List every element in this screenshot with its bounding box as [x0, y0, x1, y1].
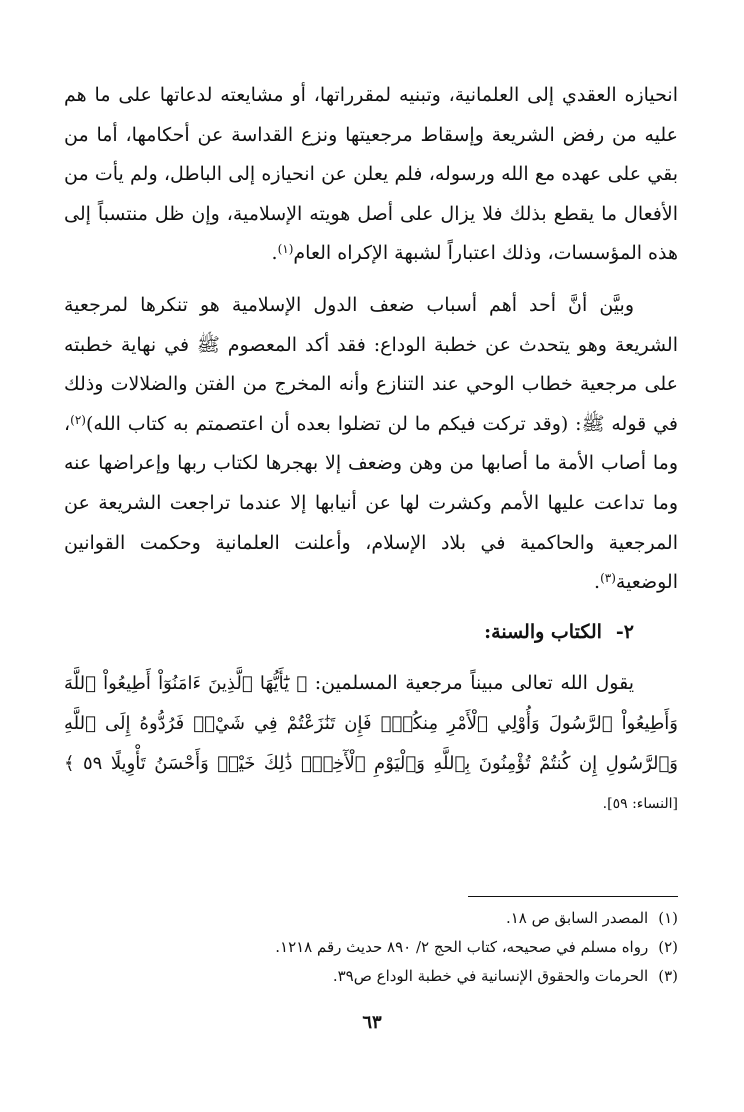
section-heading	[64, 613, 678, 653]
footnote-ref-3: (٣)	[600, 571, 616, 586]
paragraph-1	[64, 76, 678, 274]
quran-source: [النساء: ٥٩].	[602, 796, 678, 813]
paragraph-2-text: وبيَّن أنَّ أحد أهم أسباب ضعف الدول الإسلامية هو تنكرها لمرجعية الشريعة وهو يتحدث عن خطبة الوداع: فقد أكد المعصوم ﷺ في نهاية خطبته على مرجعية خطاب الوحي عند التنازع وأنه المخرج من الفتن والضلالات وذلك في قوله ﷺ: (وقد تركت فيكم ما لن تضلوا بعده أن اعتصمتم به كتاب الله)	[64, 293, 678, 435]
paragraph-1-text: انحيازه العقدي إلى العلمانية، وتبنيه لمقرراتها، أو مشايعته لدعاتها على ما هم عليه من رفض الشريعة وإسقاط مرجعيتها ونزع القداسة عن أحكامها، أما من بقي على عهده مع الله ورسوله، فلم يعلن عن انحيازه إلى الباطل، ولم يأت من الأفعال ما يقطع بذلك فلا يزال على أصل هويته الإسلامية، وإن ظل منتسباً إلى هذه المؤسسات، وذلك اعتباراً لشبهة الإكراه العام	[64, 84, 678, 265]
footnotes	[64, 904, 678, 991]
footnote-number: (٢)	[658, 938, 678, 956]
footnote-text: رواه مسلم في صحيحه، كتاب الحج ٢/ ٨٩٠ حديث رقم ١٢١٨.	[275, 938, 649, 956]
section-number: ٢-	[615, 620, 634, 643]
footnote-1	[64, 904, 678, 933]
footnote-number: (١)	[658, 909, 678, 927]
paragraph-1-end: .	[271, 242, 278, 265]
main-text	[64, 76, 678, 825]
quran-verse: ﴿ يَٰٓأَيُّهَا ٱلَّذِينَ ءَامَنُوٓاْ أَطِيعُواْ ٱللَّهَ وَأَطِيعُواْ ٱلرَّسُولَ وَأُوْلِي ٱلْأَمْرِ مِنكُمْۖ فَإِن تَنَٰزَعْتُمْ فِي شَيْءٖ فَرُدُّوهُ إِلَى ٱللَّهِ وَٱلرَّسُولِ إِن كُنتُمْ تُؤْمِنُونَ بِٱللَّهِ وَٱلْيَوْمِ ٱلْأٓخِرِۚ ذَٰلِكَ خَيْرٞ وَأَحْسَنُ تَأْوِيلًا ٥٩ ﴾	[64, 673, 678, 774]
section-title: الكتاب والسنة:	[484, 620, 602, 643]
footnote-ref-2: (٢)	[70, 412, 86, 427]
page-number: ٦٣	[362, 1012, 382, 1033]
footnote-2	[64, 933, 678, 962]
quran-intro: يقول الله تعالى مبيناً مرجعية المسلمين:	[314, 672, 634, 695]
paragraph-2-end: .	[594, 571, 601, 594]
quran-paragraph	[64, 664, 678, 824]
footnote-number: (٣)	[658, 967, 678, 985]
footnote-3	[64, 962, 678, 991]
paragraph-2	[64, 286, 678, 603]
paragraph-2-text-b: ، وما أصاب الأمة ما أصابها من وهن وضعف إلا بهجرها لكتاب ربها وإعراضها عنه وما تداعت عليها الأمم وكشرت لها عن أنيابها إلا عندما تراجعت الشريعة عن المرجعية والحاكمية في بلاد الإسلام، وأعلنت العلمانية وحكمت القوانين الوضعية	[64, 412, 678, 594]
footnote-text: الحرمات والحقوق الإنسانية في خطبة الوداع ص٣٩.	[332, 967, 649, 985]
footnote-separator	[468, 896, 678, 897]
footnote-text: المصدر السابق ص ١٨.	[505, 909, 649, 927]
footnote-ref-1: (١)	[277, 242, 294, 257]
